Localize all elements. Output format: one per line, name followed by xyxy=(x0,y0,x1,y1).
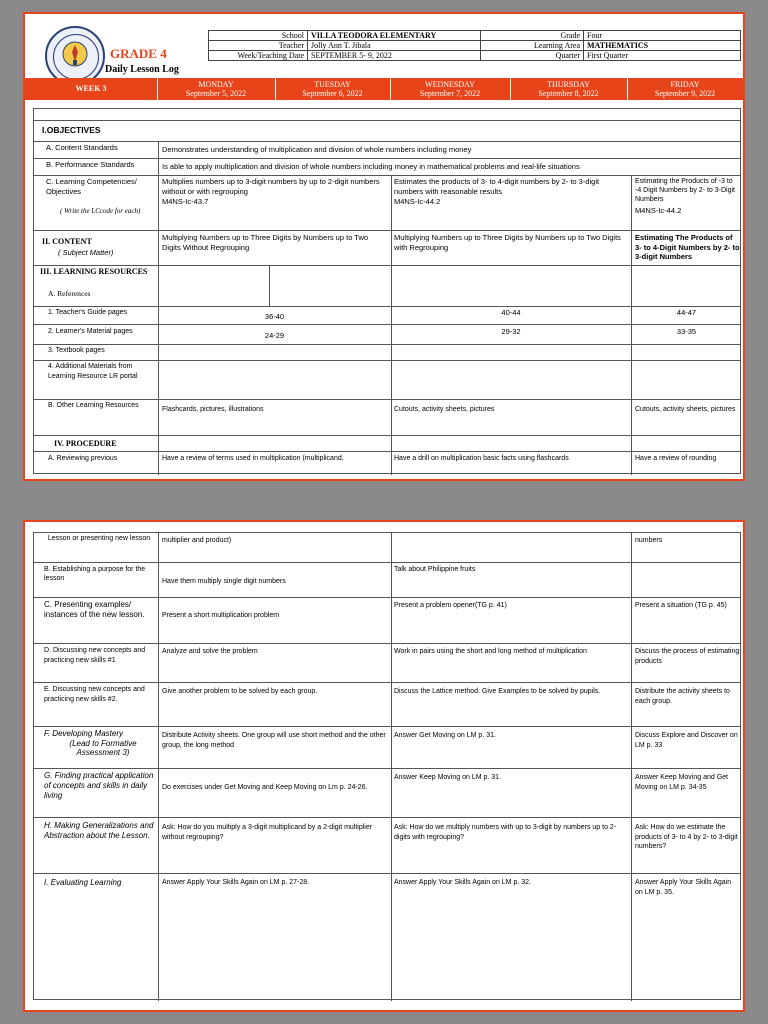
learners-material-monday: 24-29 xyxy=(264,331,285,340)
teachers-guide-friday: 44-47 xyxy=(676,308,697,317)
learners-material-wednesday: 29-32 xyxy=(501,327,521,336)
quarter-label: Quarter xyxy=(481,51,584,61)
teacher-value: Jolly Ann T. Jibala xyxy=(308,41,481,51)
concepts-2-wednesday: Discuss the Lattice method. Give Examples to be solved by pupils. xyxy=(394,688,601,695)
week-label: WEEK 3 xyxy=(75,84,107,93)
references-label: A. References xyxy=(48,289,91,298)
day-wednesday: WEDNESDAY September 7, 2022 xyxy=(419,80,481,98)
daily-lesson-log-title: Daily Lesson Log xyxy=(105,64,179,75)
competency-friday: Estimating the Products of -3 to -4 Digit Numbers by 2- to 3-Digit Numbers xyxy=(635,178,735,203)
content-standards-text: Demonstrates understanding of multiplication and division of whole numbers including money xyxy=(162,145,472,154)
examples-wednesday: Present a problem opener(TG p. 41) xyxy=(394,602,507,609)
concepts-2-label: E. Discussing new concepts and practicing new skills #2. xyxy=(44,686,145,703)
other-resources-wednesday: Cutouts, activity sheets, pictures xyxy=(394,406,495,413)
deped-seal-logo xyxy=(45,26,105,86)
learning-area-label: Learning Area xyxy=(481,41,584,51)
generalization-monday: Ask: How do you multiply a 3-digit multiplicand by a 2-digit multiplier without regrouping? xyxy=(162,824,373,841)
content-standards-label: A. Content Standards xyxy=(46,143,118,152)
day-monday: MONDAY September 5, 2022 xyxy=(185,80,247,98)
teachers-guide-monday: 36-40 xyxy=(264,312,285,321)
grade-title: GRADE 4 xyxy=(110,46,167,61)
mastery-sublabel: (Lead to Formative Assessment 3) xyxy=(69,739,137,757)
competency-monday-code: M4NS-Ic-43.7 xyxy=(162,197,209,206)
lesson-log-page-2 xyxy=(23,520,745,1012)
application-friday: Answer Keep Moving and Get Moving on LM p. 34-35 xyxy=(635,774,728,791)
generalization-label: H. Making Generalizations and Abstraction about the Lesson. xyxy=(44,821,154,840)
competency-monday: Multiplies numbers up to 3-digit numbers by up to 2-digit numbers without or with regrouping xyxy=(162,177,380,196)
school-label: School xyxy=(209,31,308,41)
examples-label: C. Presenting examples/ instances of the new lesson. xyxy=(44,600,145,619)
concepts-1-wednesday: Work in pairs using the short and long method of multiplication xyxy=(394,648,587,655)
day-header-row xyxy=(25,78,743,100)
concepts-2-friday: Distribute the activity sheets to each group. xyxy=(635,688,730,705)
learners-material-friday: 33-35 xyxy=(676,327,697,336)
mastery-wednesday: Answer Get Moving on LM p. 31. xyxy=(394,732,496,739)
school-value: VILLA TEODORA ELEMENTARY xyxy=(308,31,481,41)
procedure-heading: IV. PROCEDURE xyxy=(54,439,117,448)
learners-material-label: 2. Learner's Material pages xyxy=(48,328,133,335)
concepts-1-monday: Analyze and solve the problem xyxy=(162,648,258,655)
lesson-log-page-1 xyxy=(23,12,745,481)
review-monday: Have a review of terms used in multiplication (multiplicand, xyxy=(162,455,344,462)
purpose-monday: Have them multiply single digit numbers xyxy=(162,578,286,585)
evaluating-monday: Answer Apply Your Skills Again on LM p. 27-28. xyxy=(162,879,310,886)
content-wednesday: Multiplying Numbers up to Three Digits by Numbers up to Two Digits with Regrouping xyxy=(394,233,621,252)
content-monday: Multiplying Numbers up to Three Digits by Numbers up to Two Digits Without Regrouping xyxy=(162,233,369,252)
other-resources-friday: Cutouts, activity sheets, pictures xyxy=(635,406,736,413)
concepts-1-label: D. Discussing new concepts and practicing new skills #1 xyxy=(44,647,146,664)
review-label: A. Reviewing previous xyxy=(48,455,118,462)
content-heading: II. CONTENT xyxy=(42,237,92,246)
performance-standards-label: B. Performance Standards xyxy=(46,160,135,169)
day-tuesday: TUESDAY September 6, 2022 xyxy=(302,80,363,98)
competencies-label: C. Learning Competencies/ Objectives xyxy=(46,177,137,196)
concepts-1-friday: Discuss the process of estimating products xyxy=(635,648,740,665)
lesson-grid-page-1 xyxy=(33,108,741,474)
quarter-value: First Quarter xyxy=(584,51,741,61)
teachers-guide-label: 1. Teacher's Guide pages xyxy=(48,309,128,316)
lesson-presenting-label: Lesson or presenting new lesson xyxy=(47,535,151,542)
learning-area-value: MATHEMATICS xyxy=(584,41,741,51)
mastery-label: F. Developing Mastery xyxy=(44,729,123,738)
review-cont-monday: multiplier and product) xyxy=(162,537,232,544)
review-friday: Have a review of rounding xyxy=(635,455,717,462)
competency-wednesday-code: M4NS-Ic-44.2 xyxy=(394,197,441,206)
evaluating-wednesday: Answer Apply Your Skills Again on LM p. 32. xyxy=(394,879,531,886)
day-friday: FRIDAY September 9, 2022 xyxy=(654,80,716,98)
teacher-label: Teacher xyxy=(209,41,308,51)
application-wednesday: Answer Keep Moving on LM p. 31. xyxy=(394,774,502,781)
purpose-label: B. Establishing a purpose for the lesson xyxy=(44,566,146,582)
evaluating-friday: Answer Apply Your Skills Again on LM p. 35. xyxy=(635,879,732,896)
learning-resources-heading: III. LEARNING RESOURCES xyxy=(40,267,148,276)
objectives-heading: I.OBJECTIVES xyxy=(42,125,101,135)
application-monday: Do exercises under Get Moving and Keep Moving on Lm p. 24-26. xyxy=(162,784,368,791)
grade-label: Grade xyxy=(481,31,584,41)
grade-value: Four xyxy=(584,31,741,41)
examples-friday: Present a situation (TG p. 45) xyxy=(635,602,727,609)
torch-icon xyxy=(61,40,89,68)
examples-monday: Present a short multiplication problem xyxy=(162,612,280,619)
week-date-value: SEPTEMBER 5- 9, 2022 xyxy=(308,51,481,61)
review-cont-friday: numbers xyxy=(635,537,663,544)
mastery-monday: Distribute Activity sheets. One group will use short method and the other group, the long method xyxy=(162,732,386,749)
evaluating-label: I. Evaluating Learning xyxy=(44,878,122,887)
application-label: G. Finding practical application of concepts and skills in daily living xyxy=(44,771,154,800)
review-wednesday: Have a drill on multiplication basic facts using flashcards xyxy=(394,455,569,462)
teachers-guide-wednesday: 40-44 xyxy=(501,308,521,317)
other-resources-monday: Flashcards, pictures, illustrations xyxy=(162,406,264,413)
generalization-friday: Ask: How do we estimate the products of 3- to 4 by 2- to 3-digit numbers? xyxy=(635,824,738,850)
mastery-friday: Discuss Explore and Discover on LM p. 33 xyxy=(635,732,738,749)
day-thursday: THURSDAY September 8, 2022 xyxy=(538,80,599,98)
header-info-table xyxy=(208,30,741,61)
competency-wednesday: Estimates the products of 3- to 4-digit numbers by 2- to 3-digit numbers with reasonable results xyxy=(394,177,600,196)
purpose-wednesday: Talk about Philippine fruits xyxy=(394,566,476,573)
lesson-grid-page-2 xyxy=(33,532,741,1000)
concepts-2-monday: Give another problem to be solved by each group. xyxy=(162,688,318,695)
competency-friday-code: M4NS-Ic-44.2 xyxy=(635,206,682,215)
other-resources-label: B. Other Learning Resources xyxy=(48,402,139,409)
generalization-wednesday: Ask: How do we multiply numbers with up to 3-digit by numbers up to 2-digits with regrouping? xyxy=(394,824,617,841)
content-friday: Estimating The Products of 3- to 4-Digit Numbers by 2- to 3-digit Numbers xyxy=(635,233,740,261)
week-date-label: Week/Teaching Date xyxy=(209,51,308,61)
textbook-pages-label: 3. Textbook pages xyxy=(48,347,105,354)
performance-standards-text: Is able to apply multiplication and division of whole numbers including money in mathematical problems and real-life situations xyxy=(162,162,580,171)
competencies-note: ( Write the LCcode for each) xyxy=(60,207,141,215)
content-subheading: ( Subject Matter) xyxy=(58,248,114,257)
additional-materials-label: 4. Additional Materials from Learning Resource LR portal xyxy=(48,363,138,380)
